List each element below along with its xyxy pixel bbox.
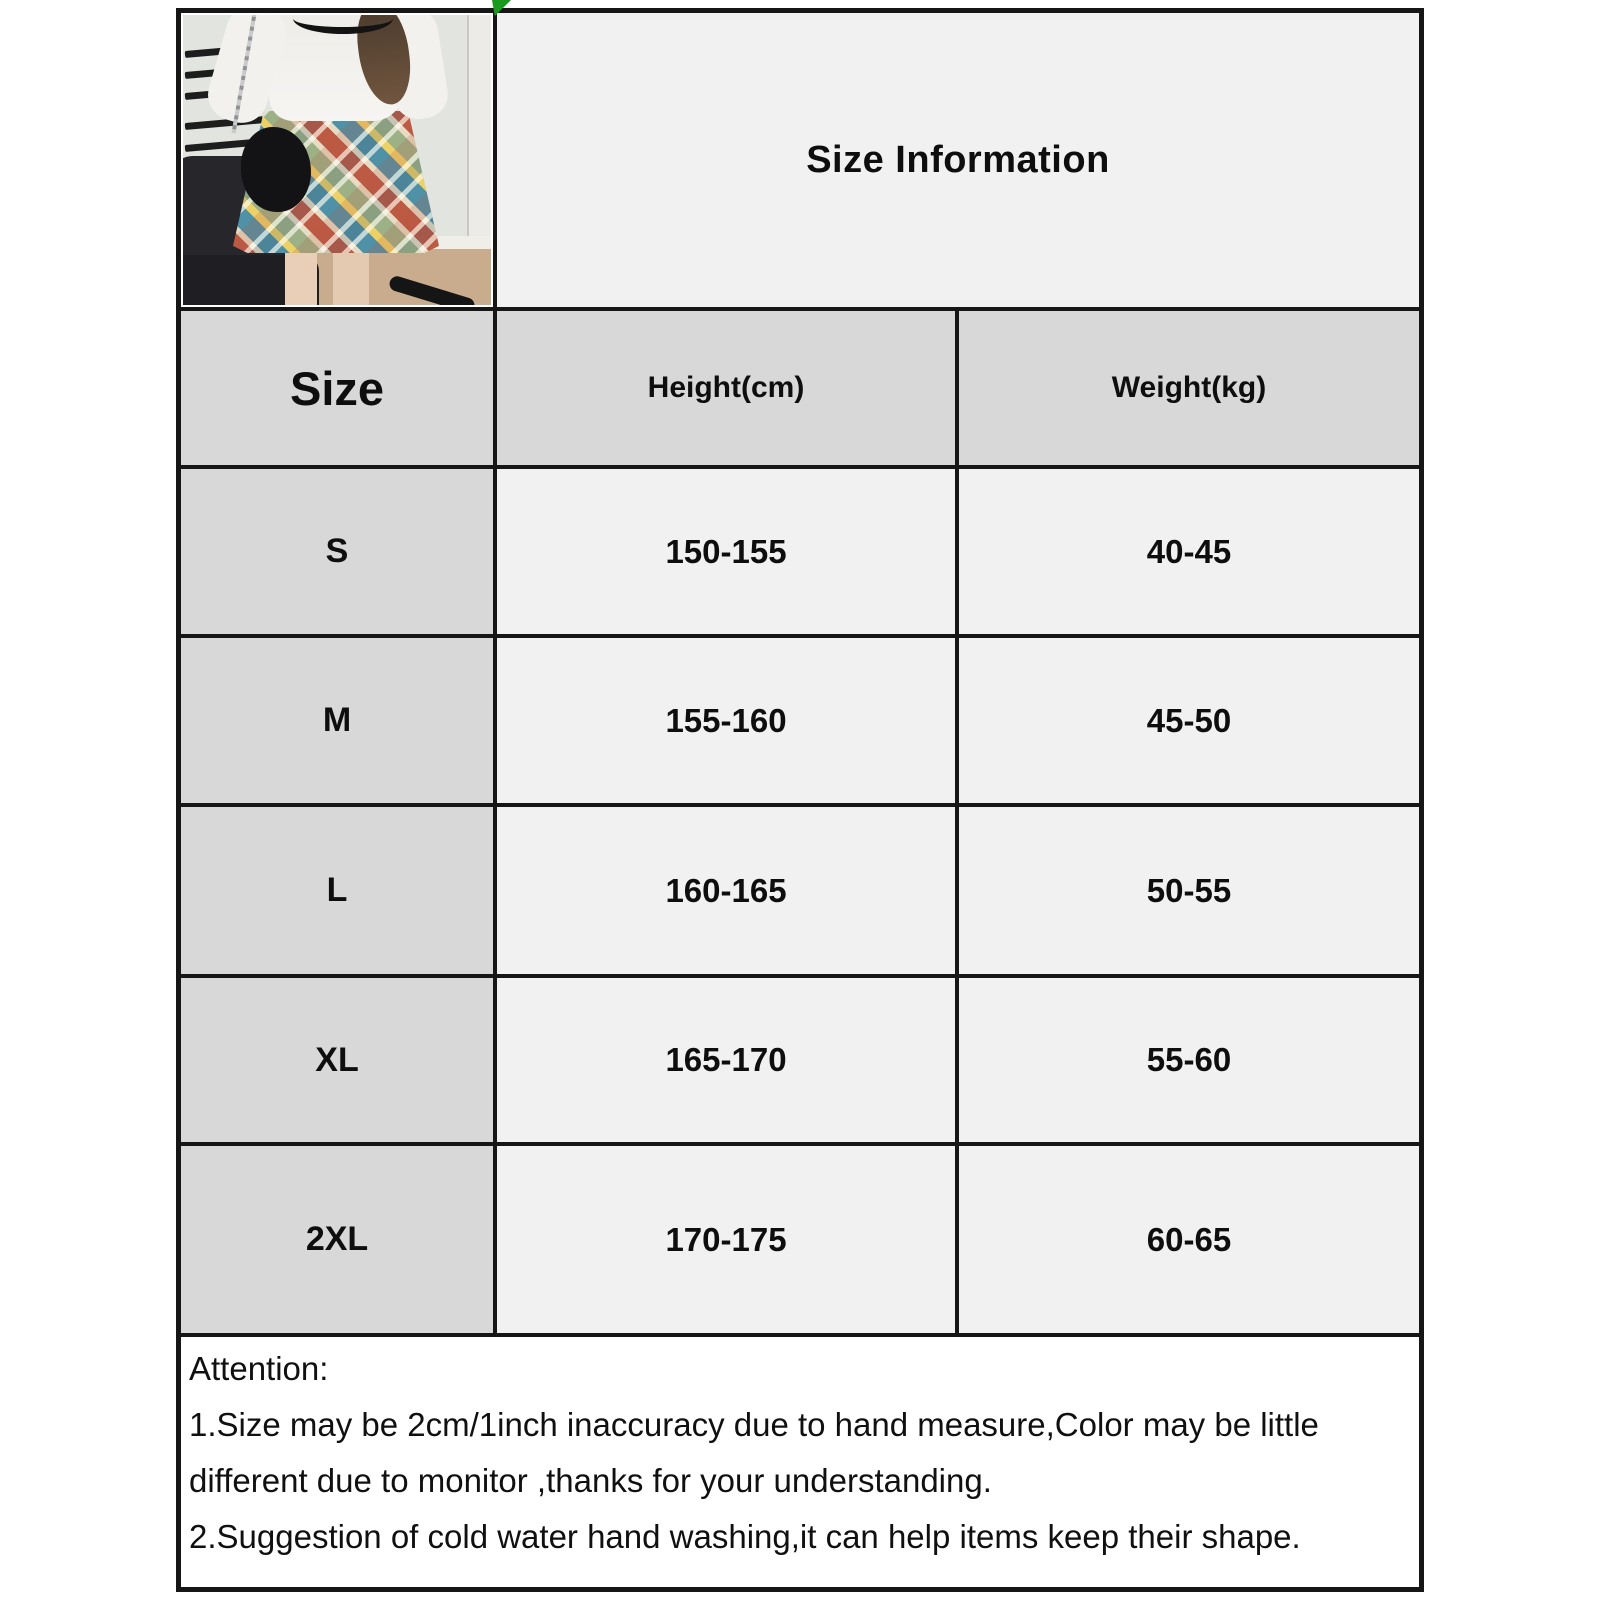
size-s-label: S xyxy=(181,469,493,634)
size-xl-label: XL xyxy=(181,978,493,1142)
column-header-size: Size xyxy=(181,311,493,465)
size-m-height: 155-160 xyxy=(497,638,955,803)
title-cell xyxy=(497,13,1419,307)
product-photo-image xyxy=(183,15,491,305)
size-l-label: L xyxy=(181,807,493,974)
size-l-height: 160-165 xyxy=(497,807,955,974)
attention-note xyxy=(181,1337,1419,1587)
attention-line: different due to monitor ,thanks for your understanding. xyxy=(189,1462,992,1499)
attention-heading: Attention: xyxy=(189,1350,329,1387)
page-title: Size Information xyxy=(806,138,1110,181)
product-photo xyxy=(181,13,493,307)
size-s-weight: 40-45 xyxy=(959,469,1419,634)
size-2xl-weight: 60-65 xyxy=(959,1146,1419,1333)
size-table xyxy=(176,8,1424,1592)
size-l-weight: 50-55 xyxy=(959,807,1419,974)
size-s-height: 150-155 xyxy=(497,469,955,634)
size-m-weight: 45-50 xyxy=(959,638,1419,803)
column-header-weight: Weight(kg) xyxy=(959,311,1419,465)
size-m-label: M xyxy=(181,638,493,803)
size-2xl-label: 2XL xyxy=(181,1146,493,1333)
shoulder-bag xyxy=(241,127,311,212)
size-xl-weight: 55-60 xyxy=(959,978,1419,1142)
attention-line: 1.Size may be 2cm/1inch inaccuracy due to hand measure,Color may be little xyxy=(189,1406,1319,1443)
attention-line: 2.Suggestion of cold water hand washing,it can help items keep their shape. xyxy=(189,1518,1301,1555)
size-2xl-height: 170-175 xyxy=(497,1146,955,1333)
size-xl-height: 165-170 xyxy=(497,978,955,1142)
column-header-height: Height(cm) xyxy=(497,311,955,465)
